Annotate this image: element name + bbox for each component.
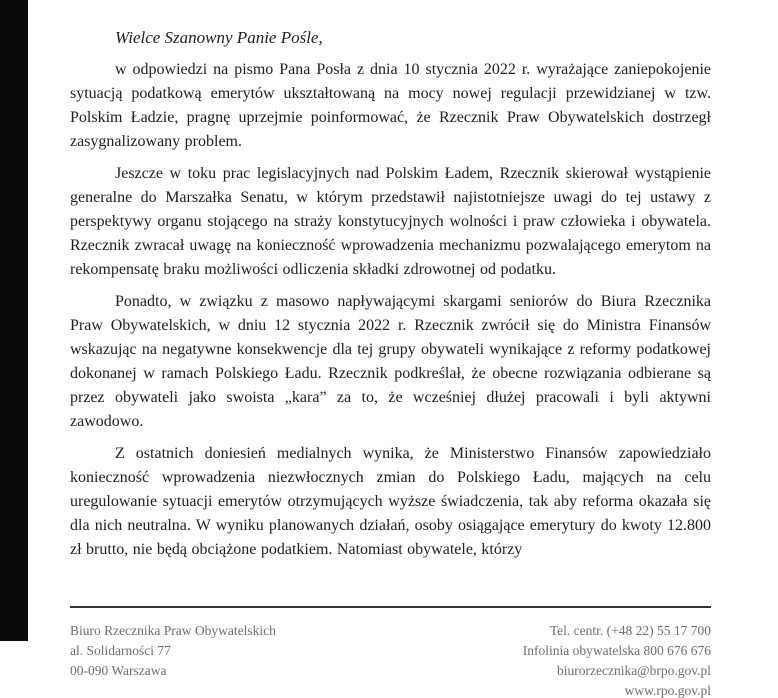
footer-phone: Tel. centr. (+48 22) 55 17 700 bbox=[549, 623, 711, 638]
paragraph-2: Jeszcze w toku prac legislacyjnych nad Polskim Ładem, Rzecznik skierował wystąpienie generalne do Marszałka Senatu, w którym przedstawił najistotniejsze uwagi do tej ustawy z perspektywy organu stojącego na straży konstytucyjnych wolności i praw człowieka i obywatela. Rzecznik zwracał uwagę na konieczność wprowadzenia mechanizmu pozwalającego emerytom na rekompensatę braku możliwości odliczenia składki zdrowotnej od podatku. bbox=[70, 165, 711, 278]
footer-office-name: Biuro Rzecznika Praw Obywatelskich bbox=[70, 623, 276, 638]
footer-contact-block bbox=[523, 621, 711, 698]
letterhead-footer bbox=[70, 621, 711, 698]
paragraph-1: w odpowiedzi na pismo Pana Posła z dnia 10 stycznia 2022 r. wyrażające zaniepokojenie sytuacją podatkową emerytów ukształtowaną na mocy nowej regulacji przewidzianej w tzw. Polskim Ładzie, pragnę uprzejmie poinformować, że Rzecznik Praw Obywatelskich dostrzegł zasygnalizowany problem. bbox=[70, 61, 711, 150]
salutation: Wielce Szanowny Panie Pośle, bbox=[115, 28, 323, 47]
footer-divider bbox=[70, 606, 711, 608]
scan-edge-artifact bbox=[0, 0, 28, 641]
paragraph-4: Z ostatnich doniesień medialnych wynika, że Ministerstwo Finansów zapowiedziało konieczność wprowadzenia niezwłocznych zmian do Polskiego Ładu, mających na celu uregulowanie sytuacji emerytów otrzymujących wyższe świadczenia, tak aby reforma okazała się dla nich neutralna. W wyniku planowanych działań, osoby osiągające emerytury do kwoty 12.800 zł brutto, nie będą obciążone podatkiem. Natomiast obywatele, którzy bbox=[70, 445, 711, 558]
footer-email: biurorzecznika@brpo.gov.pl bbox=[556, 663, 711, 678]
letter-body bbox=[70, 26, 711, 562]
footer-street: al. Solidarności 77 bbox=[70, 643, 171, 658]
footer-hotline: Infolinia obywatelska 800 676 676 bbox=[522, 643, 711, 658]
paragraph-3: Ponadto, w związku z masowo napływającymi skargami seniorów do Biura Rzecznika Praw Obywatelskich, w dniu 12 stycznia 2022 r. Rzecznik zwrócił się do Ministra Finansów wskazując na negatywne konsekwencje dla tej grupy obywateli wynikające z reformy podatkowej dokonanej w ramach Polskiego Ładu. Rzecznik podkreślał, że obecne rozwiązania odbierane są przez obywateli jako swoista „kara” za to, że wcześniej dłużej pracowali i byli aktywni zawodowo. bbox=[70, 293, 711, 430]
footer-address-block bbox=[70, 621, 276, 681]
footer-website: www.rpo.gov.pl bbox=[624, 683, 711, 698]
footer-city: 00-090 Warszawa bbox=[70, 663, 167, 678]
